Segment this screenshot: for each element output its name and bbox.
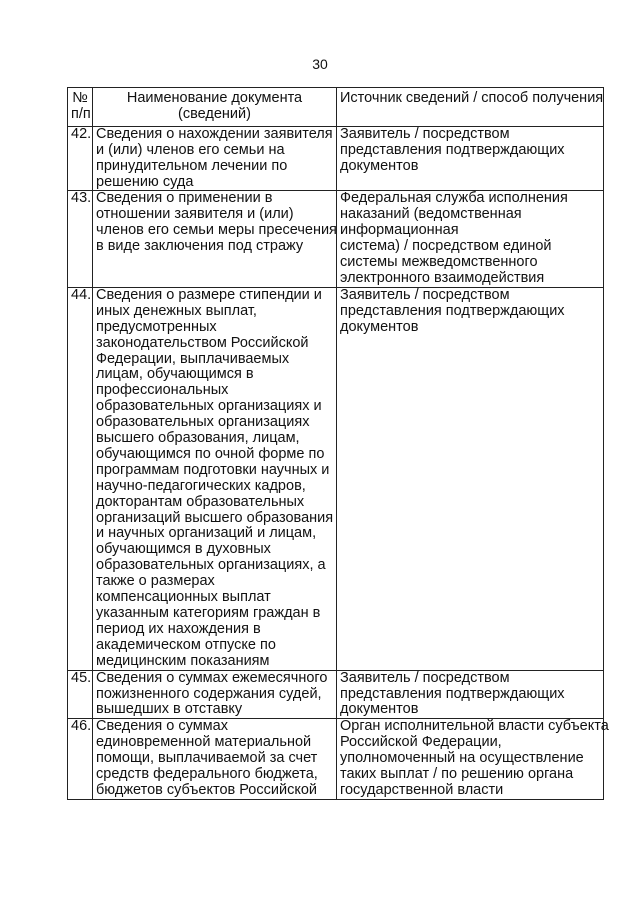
document-name-line: средств федерального бюджета,: [96, 766, 318, 783]
document-name-line: решению суда: [96, 173, 194, 190]
document-name-line: принудительном лечении по: [96, 157, 288, 174]
document-name-cell: [93, 287, 337, 670]
source-line: документов: [340, 701, 419, 718]
document-name-line: программам подготовки научных и: [96, 461, 330, 478]
table-row: [68, 191, 604, 287]
header-source-line: Источник сведений / способ получения: [340, 90, 604, 106]
source-line: государственной власти: [340, 781, 504, 798]
header-num: [68, 88, 93, 127]
document-name-line: организаций высшего образования: [96, 509, 334, 526]
table-row: [68, 126, 604, 191]
source-line: наказаний (ведомственная: [340, 206, 522, 223]
source-line: Заявитель / посредством: [340, 669, 510, 686]
source-line: уполномоченный на осуществление: [340, 750, 584, 767]
source-line: Федеральная служба исполнения: [340, 190, 568, 207]
document-name-line: в виде заключения под стражу: [96, 238, 304, 255]
source-line: система) / посредством единой: [340, 238, 552, 255]
document-name-line: лицам, обучающимся в: [96, 366, 254, 383]
header-name-line: (сведений): [178, 105, 251, 122]
source-line: Заявитель / посредством: [340, 286, 510, 303]
document-name-line: предусмотренных: [96, 318, 217, 335]
document-name-line: бюджетов субъектов Российской: [96, 781, 317, 798]
source-cell: [337, 718, 609, 800]
document-name-line: Сведения о нахождении заявителя: [96, 125, 333, 142]
table-body: [68, 125, 609, 799]
source-line: Орган исполнительной власти субъекта: [340, 718, 609, 735]
document-name-line: компенсационных выплат: [96, 589, 271, 606]
source-cell: [337, 191, 604, 287]
document-name-line: образовательных организациях: [96, 414, 310, 431]
source-line: представления подтверждающих: [340, 141, 565, 158]
document-name-line: вышедших в отставку: [96, 701, 243, 718]
document-table: [67, 87, 609, 800]
row-number: 46.: [68, 719, 93, 800]
row-number: 45.: [68, 670, 93, 719]
source-line: представления подтверждающих: [340, 302, 565, 319]
table-row: [68, 719, 604, 800]
row-number: 42.: [68, 126, 93, 191]
table-header-row: [68, 88, 604, 127]
row-number: 43.: [68, 191, 93, 287]
document-name-line: Сведения о размере стипендии и: [96, 286, 322, 303]
document-name-cell: [93, 191, 337, 287]
source-line: документов: [340, 318, 419, 335]
source-line: документов: [340, 157, 419, 174]
document-name-line: помощи, выплачиваемой за счет: [96, 750, 318, 767]
document-name-line: пожизненного содержания судей,: [96, 685, 322, 702]
document-name-line: обучающимся в духовных: [96, 541, 271, 558]
document-name-line: Сведения о применении в: [96, 190, 273, 207]
header-name: [93, 88, 337, 127]
source-line: Заявитель / посредством: [340, 125, 510, 142]
row-number: 44.: [68, 287, 93, 670]
document-name-cell: [93, 719, 337, 800]
document-name-line: законодательством Российской: [96, 334, 309, 351]
document-name-line: период их нахождения в: [96, 620, 261, 637]
document-name-line: обучающимся по очной форме по: [96, 445, 325, 462]
document-name-line: медицинским показаниям: [96, 652, 270, 669]
source-cell: [337, 287, 604, 670]
document-name-cell: [93, 126, 337, 191]
header-num-line: п/п: [71, 105, 91, 122]
source-line: таких выплат / по решению органа: [340, 766, 574, 783]
table-row: [68, 287, 604, 670]
document-name-line: Сведения о суммах: [96, 718, 228, 735]
header-source: [337, 88, 604, 127]
source-line: электронного взаимодействия: [340, 269, 545, 286]
document-name-line: и научных организаций и лицам,: [96, 525, 317, 542]
source-line: информационная: [340, 222, 459, 239]
document-name-line: докторантам образовательных: [96, 493, 305, 510]
document-name-line: членов его семьи меры пресечения: [96, 222, 337, 239]
source-line: Российской Федерации,: [340, 734, 502, 751]
document-name-line: Федерации, выплачиваемых: [96, 350, 290, 367]
document-name-line: Сведения о суммах ежемесячного: [96, 669, 328, 686]
table-row: [68, 670, 604, 719]
source-line: системы межведомственного: [340, 254, 538, 271]
document-name-line: иных денежных выплат,: [96, 302, 257, 319]
document-name-line: академическом отпуске по: [96, 636, 276, 653]
header-name-line: Наименование документа: [126, 90, 303, 106]
page-number: 30: [312, 56, 328, 72]
document-name-line: образовательных организациях, а: [96, 557, 326, 574]
document-name-line: отношении заявителя и (или): [96, 206, 294, 223]
header-num-line: №: [72, 90, 88, 106]
document-name-line: профессиональных: [96, 382, 229, 399]
document-name-cell: [93, 670, 337, 719]
source-cell: [337, 126, 604, 191]
document-name-line: указанным категориям граждан в: [96, 605, 321, 621]
document-name-line: единовременной материальной: [96, 734, 312, 751]
document-name-line: также о размерах: [96, 573, 215, 590]
document-name-line: научно-педагогических кадров,: [96, 477, 306, 494]
document-name-line: образовательных организациях и: [96, 398, 322, 415]
document-name-line: и (или) членов его семьи на: [96, 141, 285, 158]
document-name-line: высшего образования, лицам,: [96, 430, 300, 447]
source-line: представления подтверждающих: [340, 685, 565, 702]
source-cell: [337, 670, 604, 719]
